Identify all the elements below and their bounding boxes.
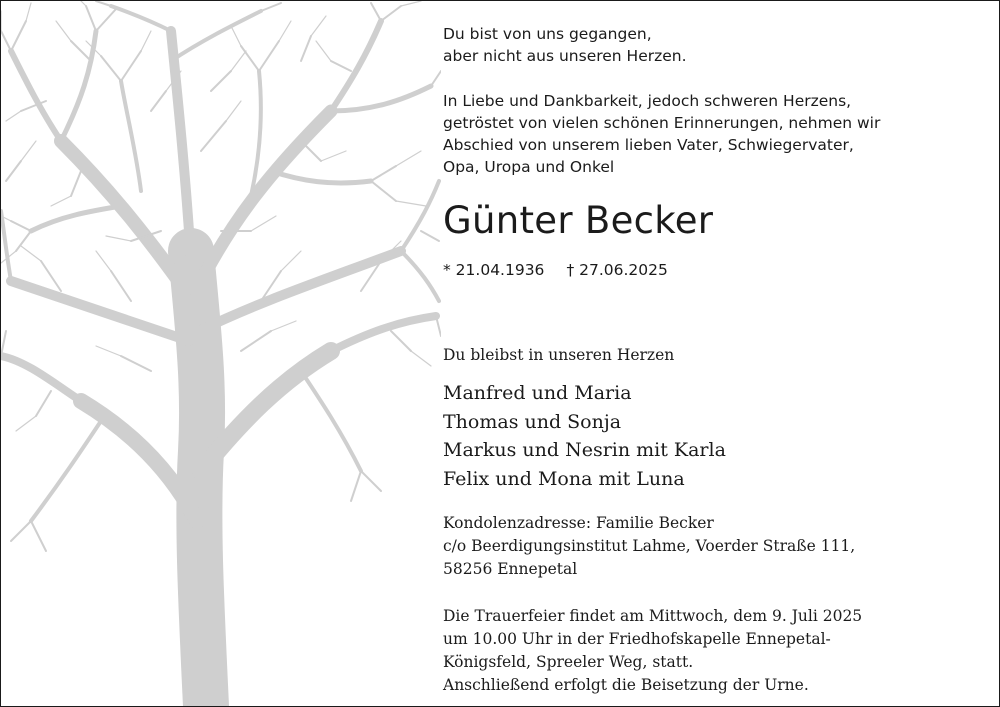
intro-line: In Liebe und Dankbarkeit, jedoch schweren Herzens, <box>443 92 852 110</box>
intro-paragraph <box>443 90 880 178</box>
mourner-line: Thomas und Sonja <box>443 410 622 433</box>
intro-line: Opa, Uropa und Onkel <box>443 158 615 176</box>
mourner-line: Felix und Mona mit Luna <box>443 467 685 490</box>
address-line: 58256 Ennepetal <box>443 560 578 578</box>
verse-line: aber nicht aus unseren Herzen. <box>443 47 687 65</box>
service-line: Königsfeld, Spreeler Weg, statt. <box>443 653 694 671</box>
condolence-address <box>443 512 855 581</box>
intro-line: getröstet von vielen schönen Erinnerungen, nehmen wir <box>443 114 881 132</box>
tree-illustration <box>1 1 441 706</box>
address-line: Kondolenzadresse: Familie Becker <box>443 514 714 532</box>
opening-verse <box>443 23 687 67</box>
service-line: Die Trauerfeier findet am Mittwoch, dem 9. Juli 2025 <box>443 607 863 625</box>
life-dates <box>443 259 690 281</box>
service-line: um 10.00 Uhr in der Friedhofskapelle Ennepetal- <box>443 630 831 648</box>
birth-date: * 21.04.1936 <box>443 261 545 279</box>
address-line: c/o Beerdigungsinstitut Lahme, Voerder Straße 111, <box>443 537 856 555</box>
mourner-line: Manfred und Maria <box>443 382 632 404</box>
mourners-list <box>443 379 726 493</box>
intro-line: Abschied von unserem lieben Vater, Schwiegervater, <box>443 136 854 154</box>
death-date: † 27.06.2025 <box>566 261 668 279</box>
deceased-name: Günter Becker <box>443 199 714 242</box>
service-details <box>443 605 862 697</box>
verse-line: Du bist von uns gegangen, <box>443 25 652 43</box>
mourner-line: Markus und Nesrin mit Karla <box>443 439 726 461</box>
mourners-heading: Du bleibst in unseren Herzen <box>443 346 675 364</box>
service-line: Anschließend erfolgt die Beisetzung der Urne. <box>443 676 809 694</box>
